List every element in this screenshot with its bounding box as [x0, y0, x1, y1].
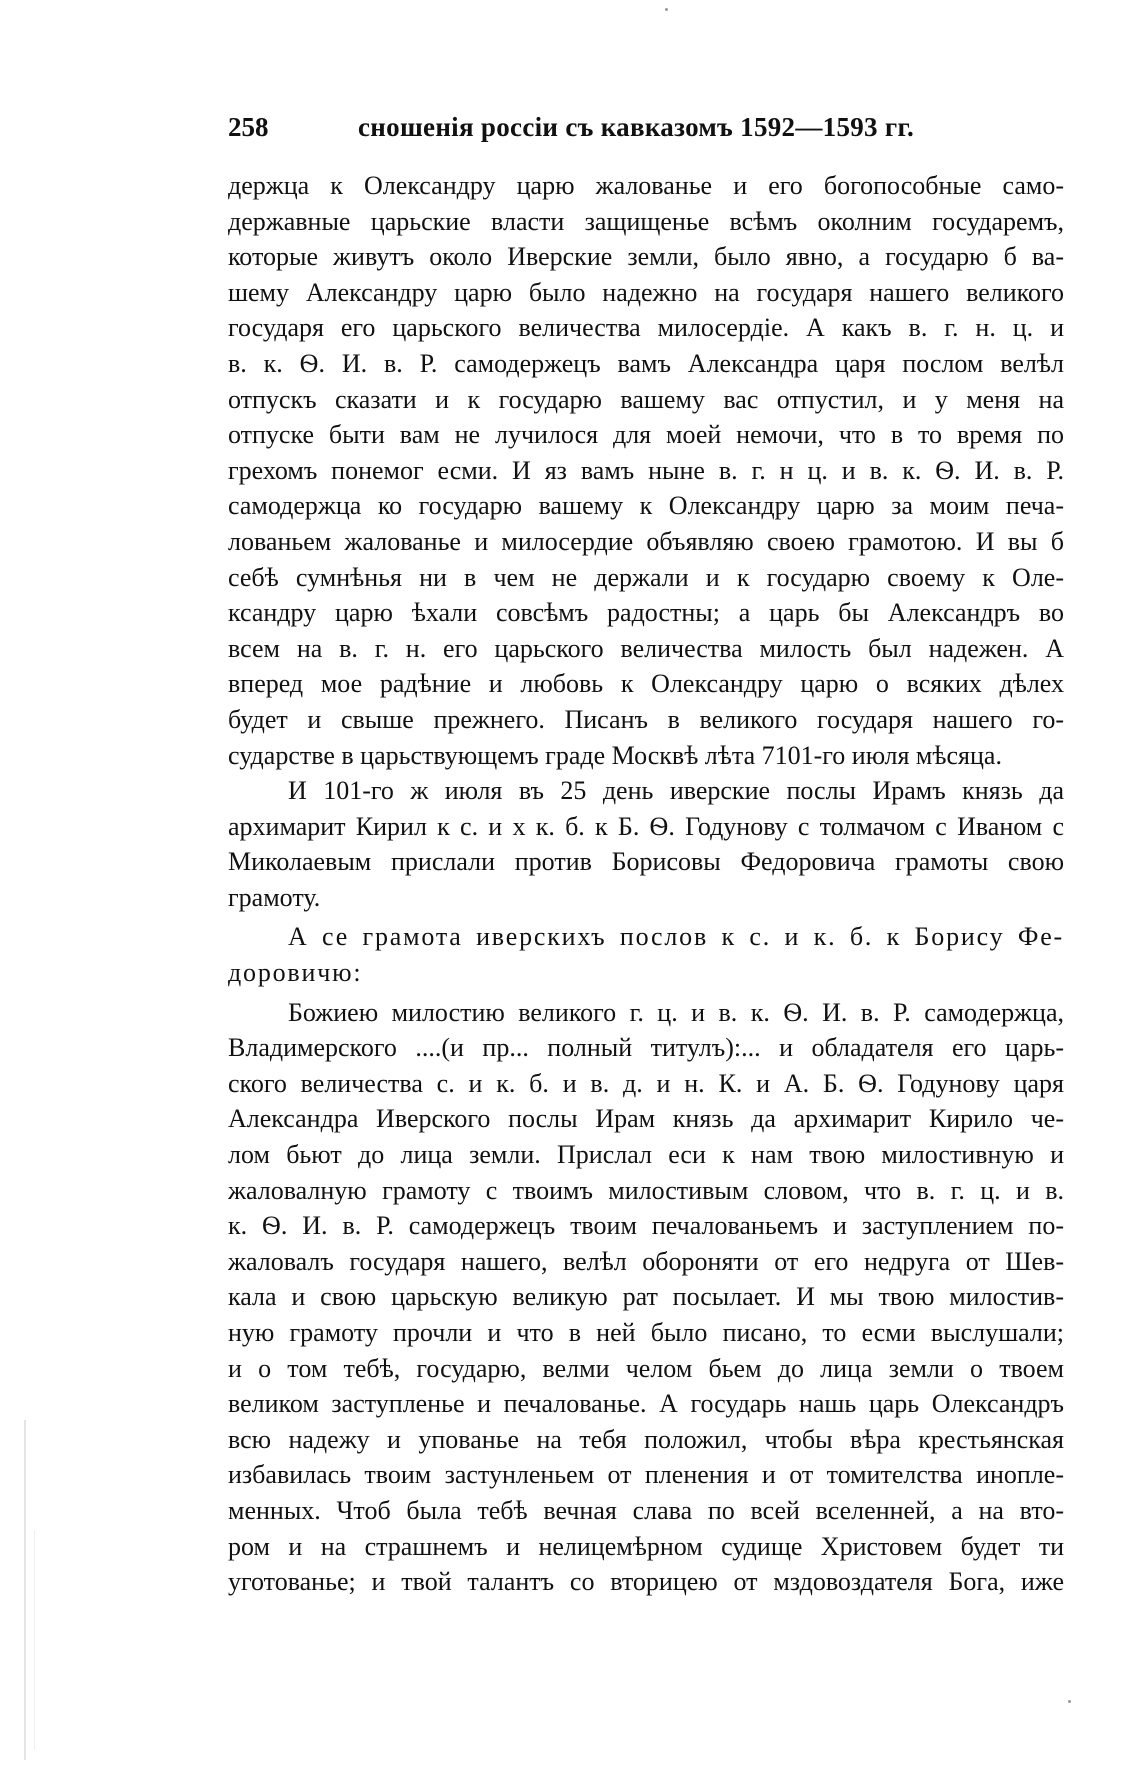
paragraph-start-line: И 101-го ж июля въ 25 день иверские послы Ирамъ князь да	[288, 776, 1064, 806]
text-line: самодержца ко государю вашему к Олександру царю за моим печа-	[228, 491, 1064, 521]
section-heading-line: А се грамота иверскихъ послов к с. и к. б. к Борису Фе-	[288, 922, 1064, 952]
text-line: лованьем жалованье и милосердие объявляю своею грамотою. И вы б	[228, 526, 1064, 556]
text-line: держца к Олександру царю жалованье и его богопособные само-	[228, 171, 1064, 200]
text-line: грехомъ понемог есми. И яз вамъ ныне в. г. н ц. и в. к. Ѳ. И. в. Р.	[228, 455, 1064, 485]
text-line: кала и свою царьскую великую рат посылает. И мы твою милостив-	[228, 1282, 1064, 1312]
text-line: Александра Иверского послы Ирам князь да архимарит Кирило че-	[228, 1104, 1064, 1134]
text-line: Миколаевым прислали против Борисовы Федоровича грамоты свою	[228, 847, 1064, 877]
text-line: всю надежу и упованье на тебя положил, чтобы вѣра крестьянская	[228, 1424, 1064, 1454]
section-heading-line: доровичю:	[228, 958, 363, 988]
text-line: жаловалъ государя нашего, велѣл обороняти от его недруга от Шев-	[228, 1246, 1064, 1276]
text-line: менных. Чтоб была тебѣ вечная слава по всей вселенней, а на вто-	[228, 1495, 1064, 1525]
scan-speck	[1068, 1700, 1071, 1703]
text-line: в. к. Ѳ. И. в. Р. самодержецъ вамъ Александра царя послом велѣл	[228, 348, 1064, 378]
text-line: державные царьские власти защищенье всѣмъ околним государемъ,	[228, 206, 1064, 236]
body-text	[228, 168, 1064, 1600]
text-line: отпуске быти вам не лучилося для моей немочи, что в то время по	[228, 420, 1064, 450]
text-line: себѣ сумнѣнья ни в чем не держали и к государю своему к Оле-	[228, 562, 1064, 592]
text-line: сударстве в царьствующемъ граде Москвѣ лѣта 7101-го июля мѣсяца.	[228, 740, 1002, 770]
text-line: к. Ѳ. И. в. Р. самодержецъ твоим печалованьемъ и заступлением по-	[228, 1211, 1064, 1241]
text-line: шему Александру царю было надежно на государя нашего великого	[228, 277, 1064, 307]
paragraph-start-line: Божиею милостию великого г. ц. и в. к. Ѳ. И. в. Р. самодержца,	[288, 997, 1064, 1027]
scan-edge-shadow	[34, 1530, 35, 1750]
text-line: всем на в. г. н. его царьского величества милость был надежен. А	[228, 633, 1064, 663]
text-line: архимарит Кирил к с. и х к. б. к Б. Ѳ. Годунову с толмачом с Иваном с	[228, 811, 1064, 841]
text-line: жаловалную грамоту с твоимъ милостивым словом, что в. г. ц. и в.	[228, 1175, 1064, 1205]
text-line: Владимерского ....(и пр... полный титулъ):... и обладателя его царь-	[228, 1033, 1064, 1063]
text-line: отпускъ сказати и к государю вашему вас отпустил, и у меня на	[228, 384, 1064, 414]
text-line: уготованье; и твой талантъ со вторицею от мздовоздателя Бога, иже	[228, 1567, 1064, 1597]
text-line: великом заступленье и печалованье. А государь нашь царь Олександръ	[228, 1389, 1064, 1419]
scan-edge-shadow	[24, 1420, 26, 1760]
text-line: ксандру царю ѣхали совсѣмъ радостны; а царь бы Александръ во	[228, 598, 1064, 628]
page-number: 258	[228, 112, 269, 142]
text-line: избавилась твоим застунленьем от пленения и от томителства иноплe-	[228, 1460, 1064, 1490]
text-line: будет и свыше прежнего. Писанъ в великого государя нашего го-	[228, 704, 1064, 734]
text-line: лом бьют до лица земли. Прислал еси к нам твою милостивную и	[228, 1140, 1064, 1170]
text-line: вперед мое радѣние и любовь к Олександру царю о всяких дѣлех	[228, 669, 1064, 699]
text-line: ную грамоту прочли и что в ней было писано, то есми выслушали;	[228, 1318, 1064, 1347]
text-line: ром и на страшнемъ и нелицемѣрном судище Христовем будет ти	[228, 1531, 1064, 1561]
text-line: которые живутъ около Иверские земли, было явно, а государю б ва-	[228, 242, 1064, 272]
text-line: государя его царьского величества милосердіе. А какъ в. г. н. ц. и	[228, 313, 1064, 343]
scan-speck	[665, 8, 668, 11]
running-title: сношенія россіи съ кавказомъ 1592—1593 гг.	[358, 112, 915, 142]
text-line: грамоту.	[228, 882, 321, 912]
text-line: ского величества с. и к. б. и в. д. и н. К. и А. Б. Ѳ. Годунову царя	[228, 1068, 1064, 1098]
text-line: и о том тебѣ, государю, велми челом бьем до лица земли о твоем	[228, 1353, 1064, 1383]
running-head	[228, 112, 1058, 152]
